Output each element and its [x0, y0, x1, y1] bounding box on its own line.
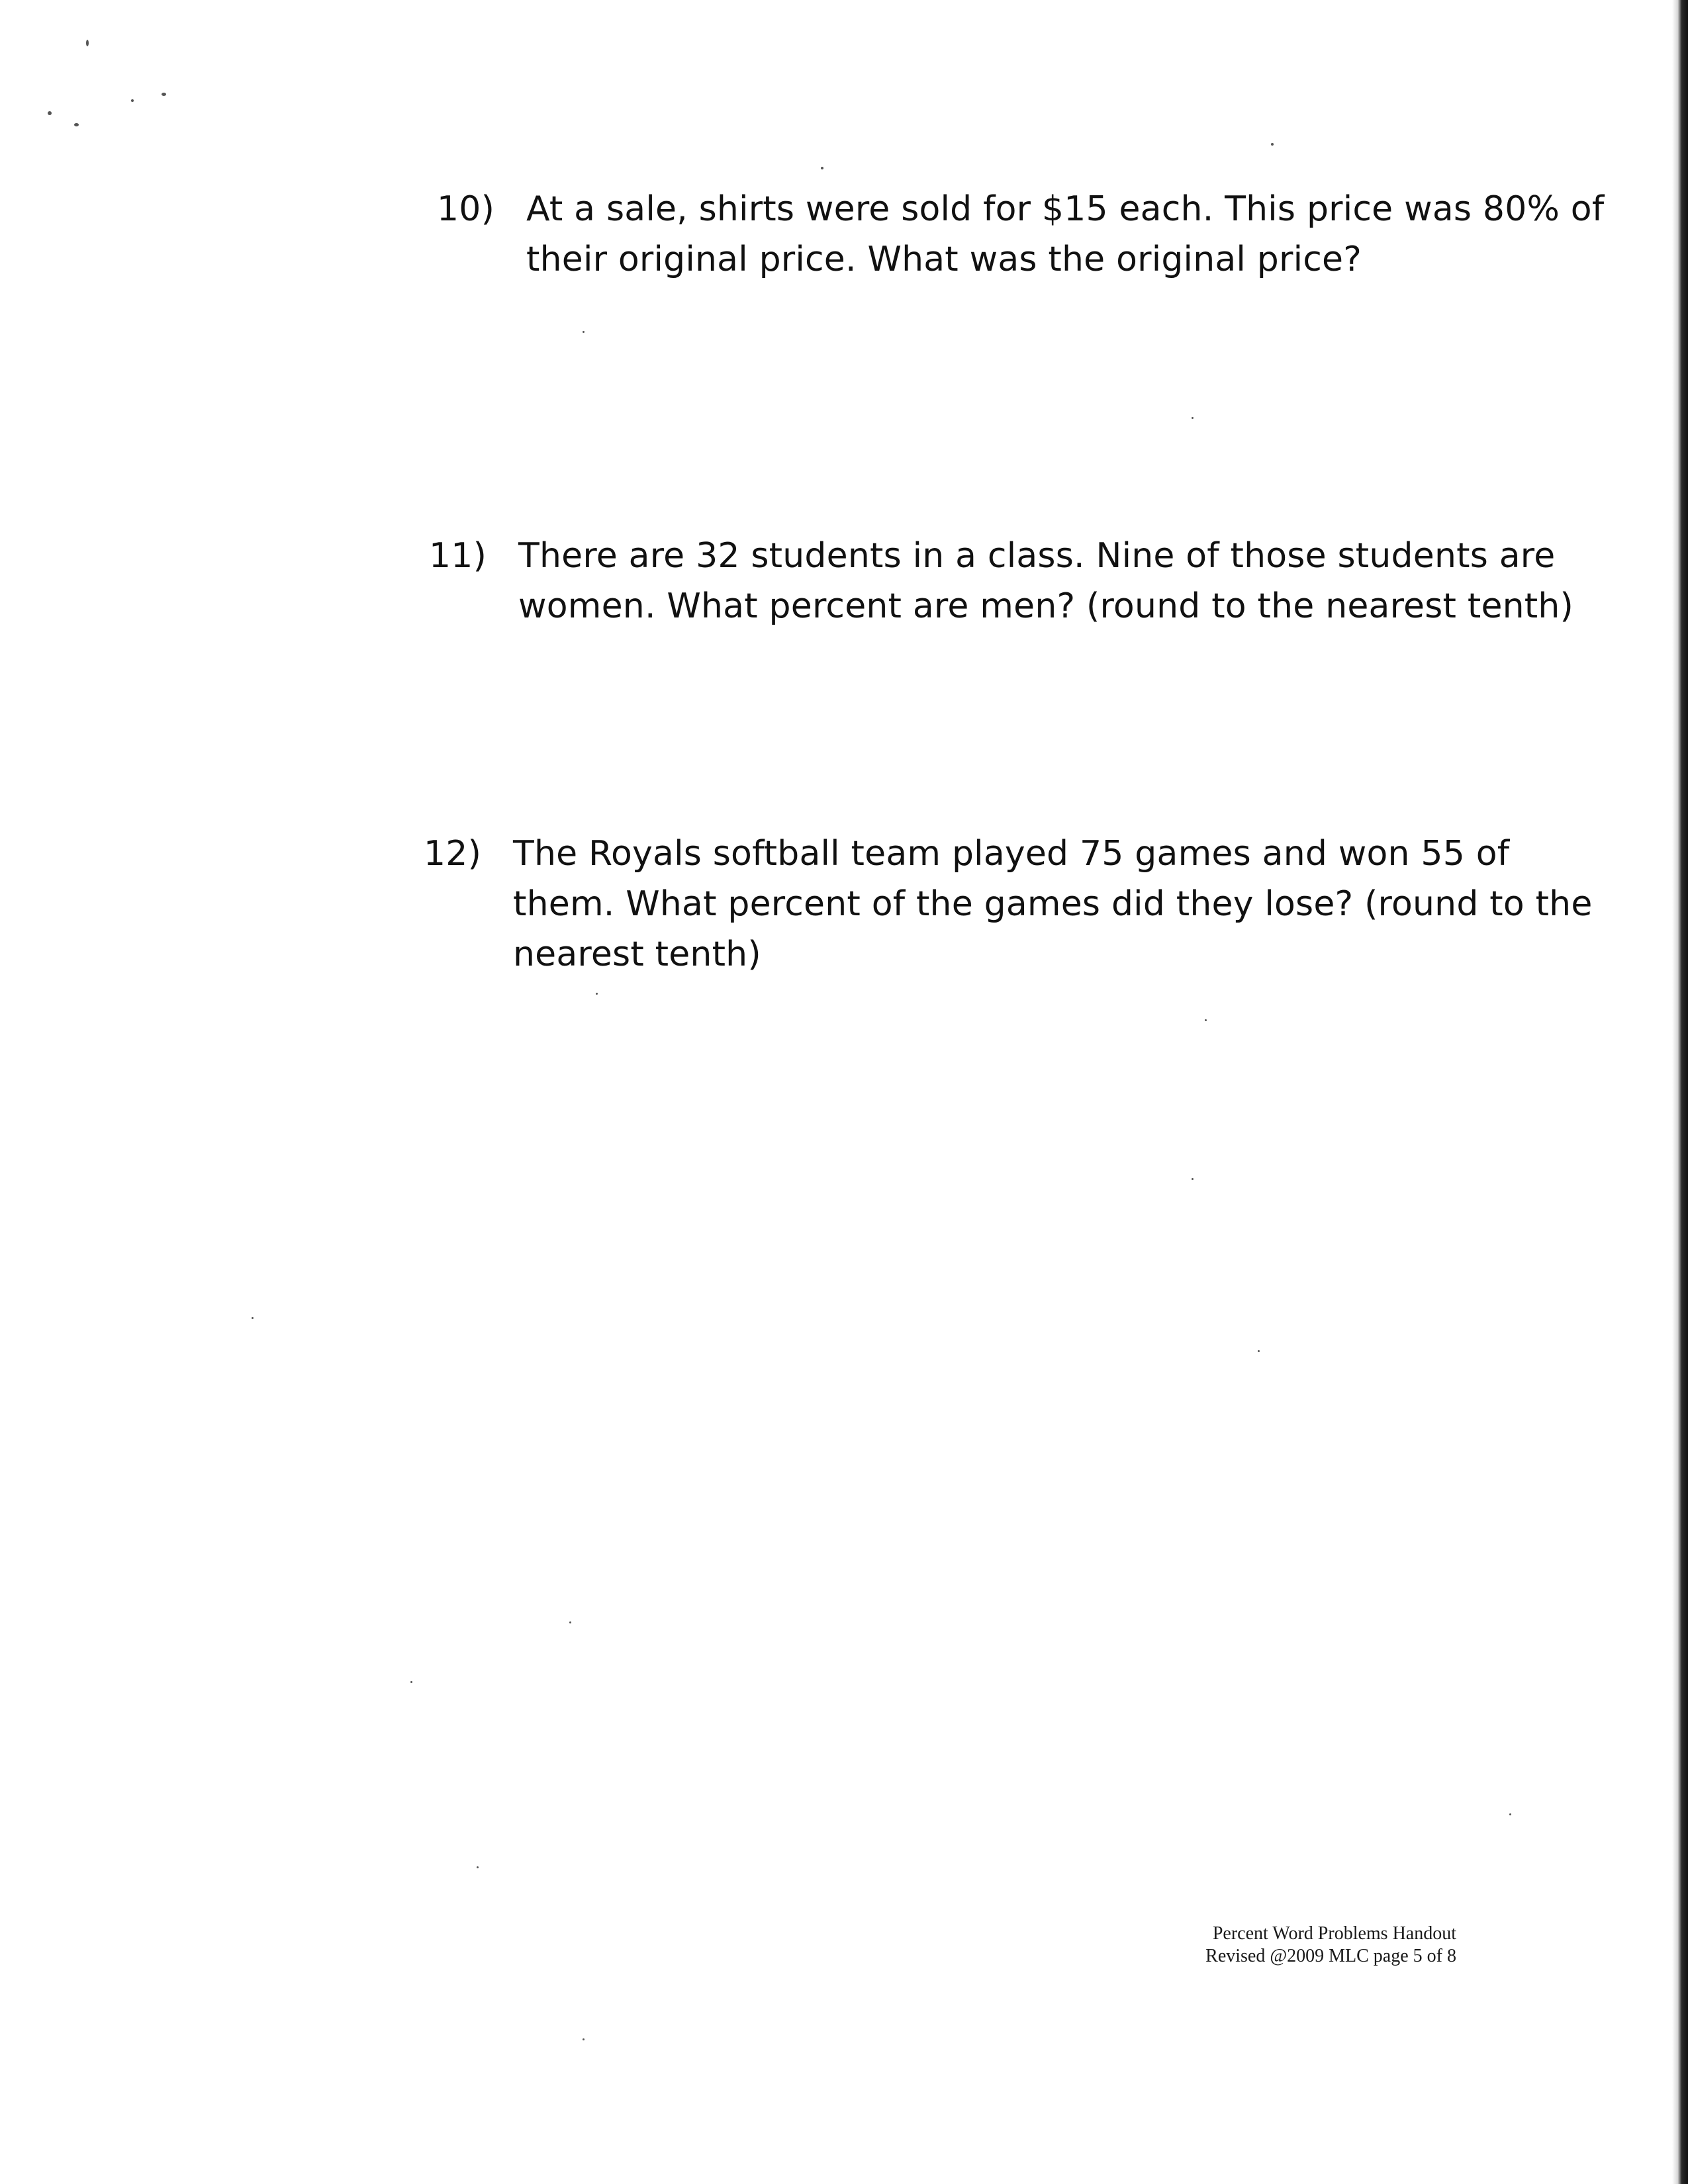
- scan-edge-shadow: [1672, 0, 1688, 2184]
- footer-title: Percent Word Problems Handout: [1212, 1923, 1456, 1944]
- problem-text: At a sale, shirts were sold for $15 each. This price was 80% of their original price. What was the original price?: [526, 189, 1605, 279]
- problem-number: 12): [424, 834, 482, 874]
- problem-text: The Royals softball team played 75 games and won 55 of them. What percent of the games did they lose? (round to the nearest tenth): [513, 834, 1593, 974]
- problem-number: 10): [437, 189, 495, 229]
- page-footer: [1059, 1923, 1456, 1968]
- problem-text: There are 32 students in a class. Nine of those students are women. What percent are men? (round to the nearest tenth): [518, 536, 1574, 626]
- problem-number: 11): [429, 536, 487, 576]
- footer-revision: Revised @2009 MLC page 5 of 8: [1205, 1946, 1456, 1966]
